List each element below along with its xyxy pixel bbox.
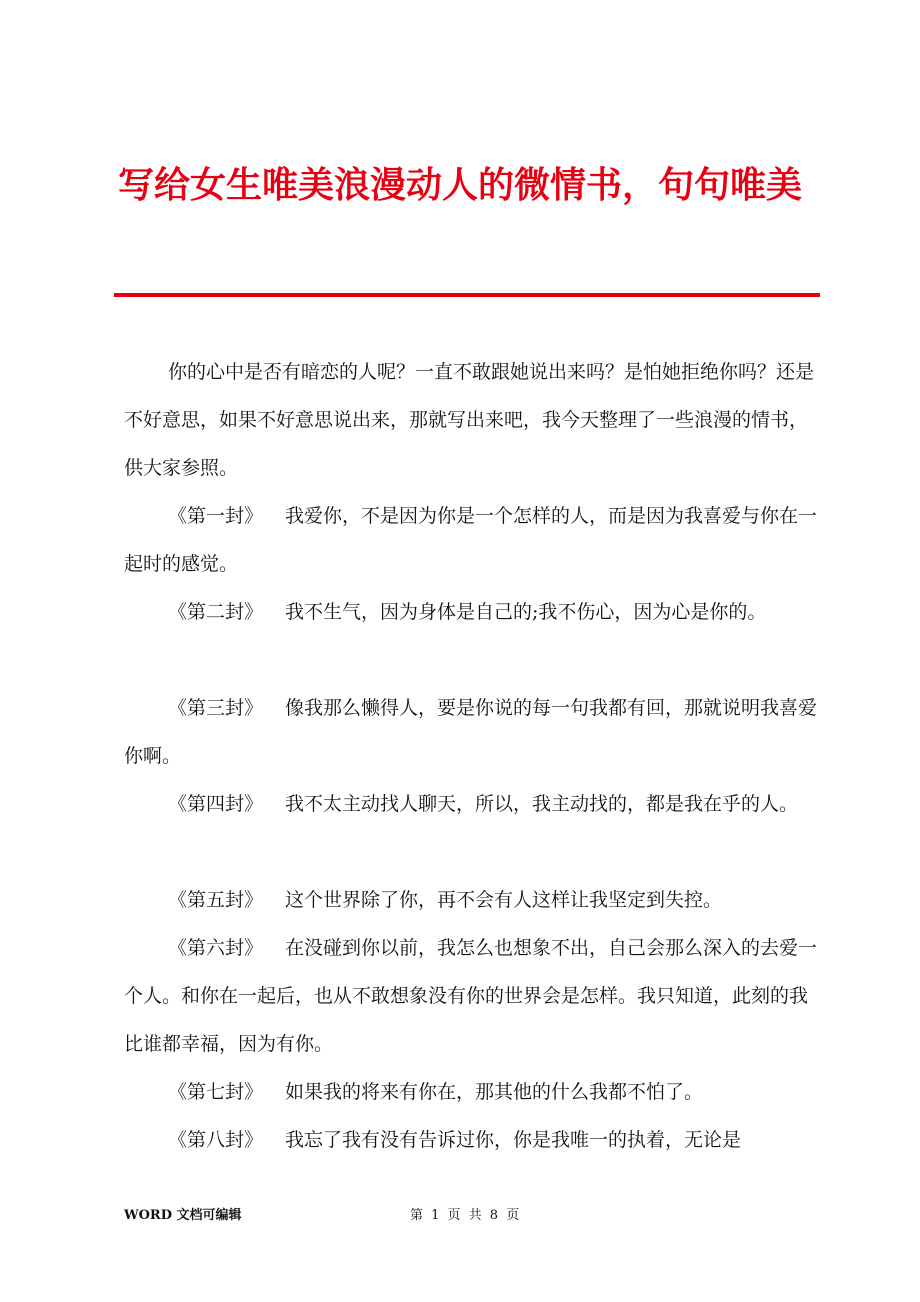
title-divider (114, 293, 820, 297)
letter-tag: 《第一封》 (168, 505, 264, 527)
letter-tag: 《第五封》 (168, 889, 264, 911)
letter-7 (124, 1068, 824, 1116)
letter-text: 像我那么懒得人，要是你说的每一句我都有回，那就说明我喜爱你啊。 (124, 697, 818, 767)
letter-3 (124, 684, 824, 780)
document-title: 写给女生唯美浪漫动人的微情书，句句唯美 (117, 164, 802, 206)
letter-2 (124, 588, 824, 636)
letter-tag: 《第二封》 (168, 601, 264, 623)
letter-text: 我爱你，不是因为你是一个怎样的人，而是因为我喜爱与你在一起时的感觉。 (124, 505, 818, 575)
letter-tag: 《第八封》 (168, 1129, 264, 1151)
letter-5 (124, 876, 824, 924)
letter-text: 如果我的将来有你在，那其他的什么我都不怕了。 (285, 1081, 704, 1103)
letter-tag: 《第六封》 (168, 937, 264, 959)
letter-6 (124, 924, 824, 1068)
letter-4 (124, 780, 824, 828)
letter-1 (124, 492, 824, 588)
footer-editable-note: WORD 文档可编辑 (124, 1208, 242, 1223)
letter-tag: 《第七封》 (168, 1081, 264, 1103)
letter-text: 我不生气，因为身体是自己的;我不伤心，因为心是你的。 (285, 601, 767, 623)
letter-text: 我不太主动找人聊天，所以，我主动找的，都是我在乎的人。 (285, 793, 799, 815)
letter-tag: 《第三封》 (168, 697, 264, 719)
letter-text: 这个世界除了你，再不会有人这样让我坚定到失控。 (285, 889, 723, 911)
letter-tag: 《第四封》 (168, 793, 264, 815)
letter-text: 我忘了我有没有告诉过你，你是我唯一的执着，无论是 (285, 1129, 742, 1151)
intro-paragraph: 你的心中是否有暗恋的人呢？一直不敢跟她说出来吗？是怕她拒绝你吗？还是不好意思，如果不好意思说出来，那就写出来吧，我今天整理了一些浪漫的情书，供大家参照。 (124, 361, 815, 479)
letter-8 (124, 1116, 824, 1164)
footer-page-number: 第 1 页 共 8 页 (410, 1208, 522, 1223)
letter-text: 在没碰到你以前，我怎么也想象不出，自己会那么深入的去爱一个人。和你在一起后，也从不敢想象没有你的世界会是怎样。我只知道，此刻的我比谁都幸福，因为有你。 (124, 937, 818, 1055)
